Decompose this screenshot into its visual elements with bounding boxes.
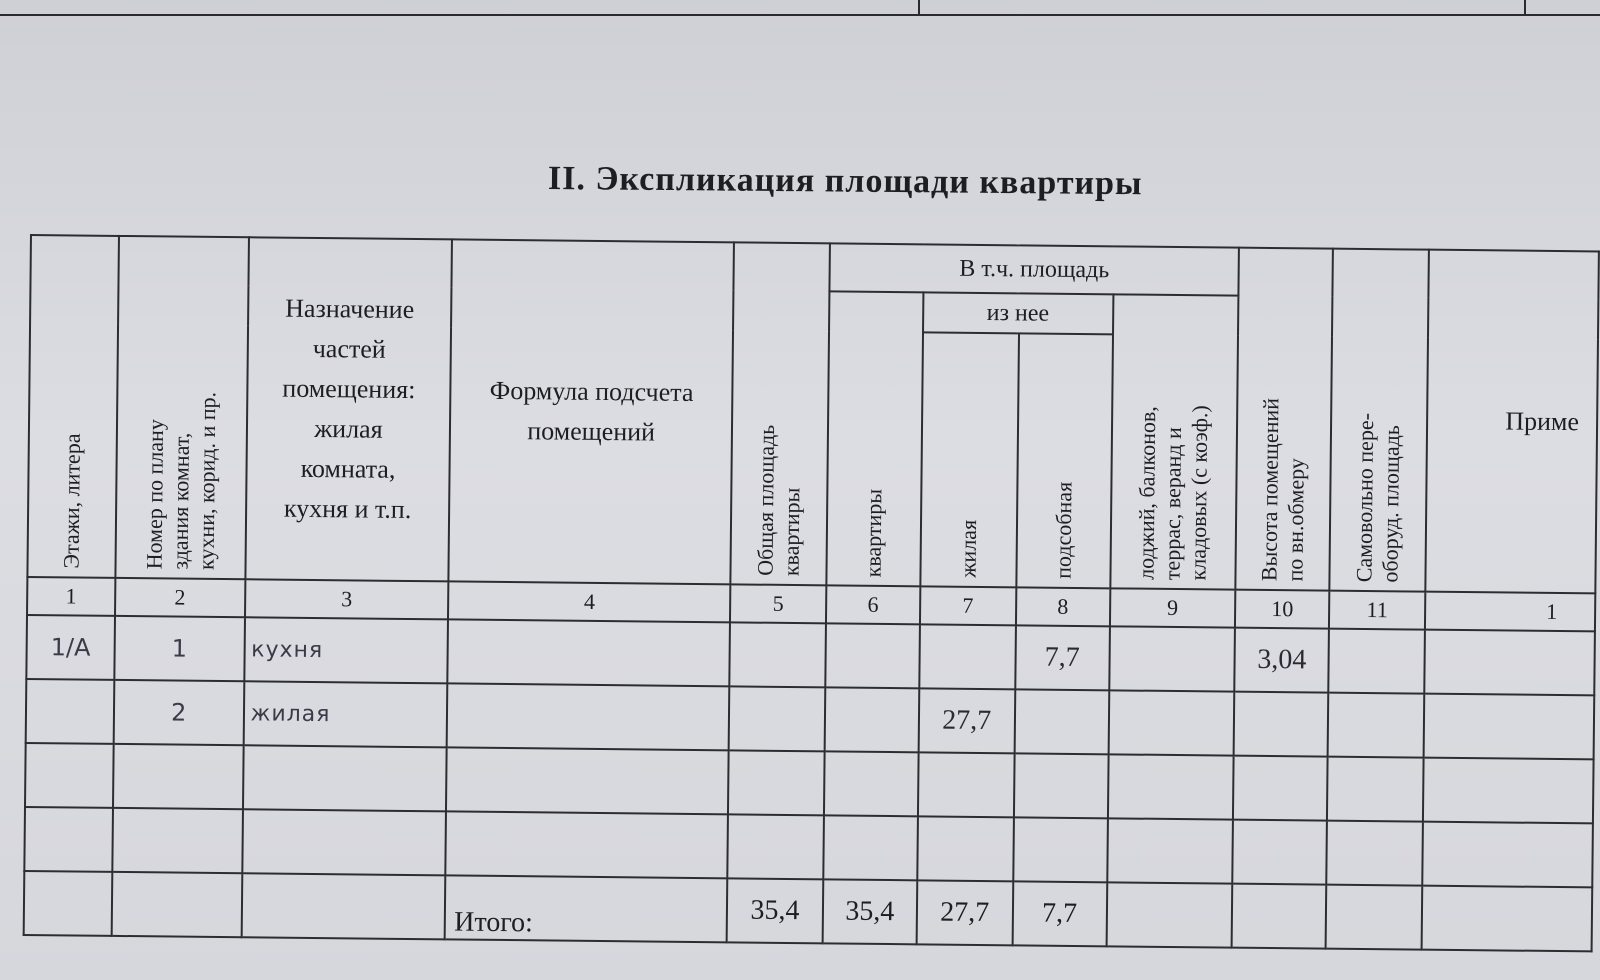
cell-apartment bbox=[825, 687, 920, 752]
col-header-auxiliary: подсобная bbox=[1016, 333, 1113, 588]
column-number: 2 bbox=[115, 578, 245, 617]
empty-cell bbox=[446, 747, 728, 814]
cell-living: 27,7 bbox=[918, 688, 1015, 753]
col-header-notes: Приме bbox=[1425, 250, 1599, 594]
cell-height bbox=[1234, 692, 1329, 757]
cell-plan-number: 1 bbox=[114, 616, 244, 681]
col-header-living: жилая bbox=[920, 332, 1019, 587]
explication-table-wrapper bbox=[23, 234, 1600, 952]
cell-apartment bbox=[825, 623, 920, 688]
empty-cell bbox=[25, 743, 114, 808]
total-area-value: 35,4 bbox=[727, 878, 824, 943]
column-number: 4 bbox=[448, 581, 730, 622]
empty-cell bbox=[24, 807, 113, 872]
cell-total-area bbox=[729, 686, 826, 751]
column-number: 1 bbox=[1425, 592, 1595, 632]
empty-cell bbox=[727, 814, 824, 879]
total-apartment-value: 35,4 bbox=[823, 879, 918, 944]
cell-living bbox=[919, 624, 1016, 689]
empty-cell bbox=[1422, 886, 1593, 952]
column-number: 1 bbox=[27, 577, 115, 616]
empty-cell bbox=[1108, 754, 1234, 819]
col-header-total-area: Общая площадь квартиры bbox=[730, 242, 829, 585]
column-number: 10 bbox=[1235, 590, 1329, 629]
col-group-of-which: из нее bbox=[923, 292, 1113, 334]
empty-cell bbox=[1232, 884, 1327, 949]
empty-cell bbox=[1107, 818, 1233, 883]
cell-unauthorized bbox=[1328, 629, 1424, 694]
cell-auxiliary: 7,7 bbox=[1015, 625, 1110, 690]
empty-cell bbox=[242, 809, 446, 875]
empty-cell bbox=[823, 815, 918, 880]
empty-cell bbox=[917, 816, 1014, 881]
column-number: 6 bbox=[826, 585, 920, 624]
col-header-unauthorized: Самовольно пере- оборуд. площадь bbox=[1330, 249, 1429, 592]
section-title: II. Экспликация площади квартиры bbox=[547, 160, 1143, 203]
empty-cell bbox=[446, 811, 728, 878]
empty-cell bbox=[113, 744, 243, 809]
col-header-height: Высота помещений по вн.обмеру bbox=[1236, 248, 1333, 591]
empty-cell bbox=[1106, 882, 1232, 947]
header-row bbox=[30, 235, 1598, 299]
column-number: 7 bbox=[920, 586, 1016, 625]
cell-formula bbox=[447, 683, 729, 750]
cell-total-area bbox=[729, 622, 826, 687]
column-number: 5 bbox=[730, 584, 826, 623]
cell-height: 3,04 bbox=[1235, 628, 1330, 693]
empty-cell bbox=[1013, 817, 1108, 882]
total-auxiliary-value: 7,7 bbox=[1012, 881, 1107, 946]
col-header-purpose: Назначение частей помещения: жилая комната, кухня и т.п. bbox=[245, 237, 452, 581]
cell-unauthorized bbox=[1328, 693, 1424, 758]
empty-cell bbox=[1327, 757, 1423, 822]
empty-cell bbox=[112, 808, 242, 873]
empty-cell bbox=[1233, 820, 1328, 885]
cell-notes bbox=[1424, 630, 1595, 696]
cell-notes bbox=[1424, 694, 1595, 760]
col-header-apartment: квартиры bbox=[826, 291, 923, 586]
empty-cell bbox=[1233, 756, 1328, 821]
column-number: 3 bbox=[245, 579, 449, 619]
col-header-plan-number: Номер по плану здания комнат, кухни, корид. и пр. bbox=[115, 236, 248, 579]
column-number: 11 bbox=[1329, 591, 1425, 630]
empty-cell bbox=[241, 873, 445, 939]
empty-cell bbox=[1422, 822, 1593, 888]
empty-cell bbox=[918, 752, 1015, 817]
cell-formula bbox=[448, 619, 730, 686]
col-header-loggias: лоджий, балконов, террас, веранд и кладовых (с коэф.) bbox=[1110, 294, 1239, 589]
column-number: 8 bbox=[1016, 587, 1110, 626]
cell-floor bbox=[26, 679, 115, 744]
empty-cell bbox=[111, 872, 241, 937]
empty-cell bbox=[1326, 885, 1422, 950]
cell-floor: 1/А bbox=[26, 615, 115, 680]
col-header-formula: Формула подсчета помещений bbox=[449, 239, 734, 584]
empty-cell bbox=[24, 871, 113, 936]
col-group-including-area: В т.ч. площадь bbox=[829, 243, 1239, 295]
cell-loggias bbox=[1108, 690, 1234, 755]
column-number: 9 bbox=[1110, 588, 1236, 627]
empty-cell bbox=[1014, 753, 1109, 818]
previous-table-divider bbox=[918, 0, 920, 16]
explication-table bbox=[23, 234, 1600, 952]
total-living-value: 27,7 bbox=[916, 880, 1013, 945]
previous-table-bottom-line bbox=[0, 14, 1600, 16]
empty-cell bbox=[728, 750, 825, 815]
col-header-floor: Этажи, литера bbox=[27, 235, 118, 578]
totals-label: Итого: bbox=[445, 875, 727, 942]
previous-table-divider bbox=[1524, 0, 1526, 16]
empty-cell bbox=[1326, 821, 1422, 886]
empty-cell bbox=[1423, 758, 1594, 824]
empty-cell bbox=[824, 751, 919, 816]
cell-purpose: кухня bbox=[244, 617, 448, 683]
cell-purpose: жилая bbox=[243, 681, 447, 747]
cell-auxiliary bbox=[1014, 689, 1109, 754]
empty-cell bbox=[243, 745, 447, 811]
cell-loggias bbox=[1109, 626, 1235, 691]
cell-plan-number: 2 bbox=[114, 680, 244, 745]
